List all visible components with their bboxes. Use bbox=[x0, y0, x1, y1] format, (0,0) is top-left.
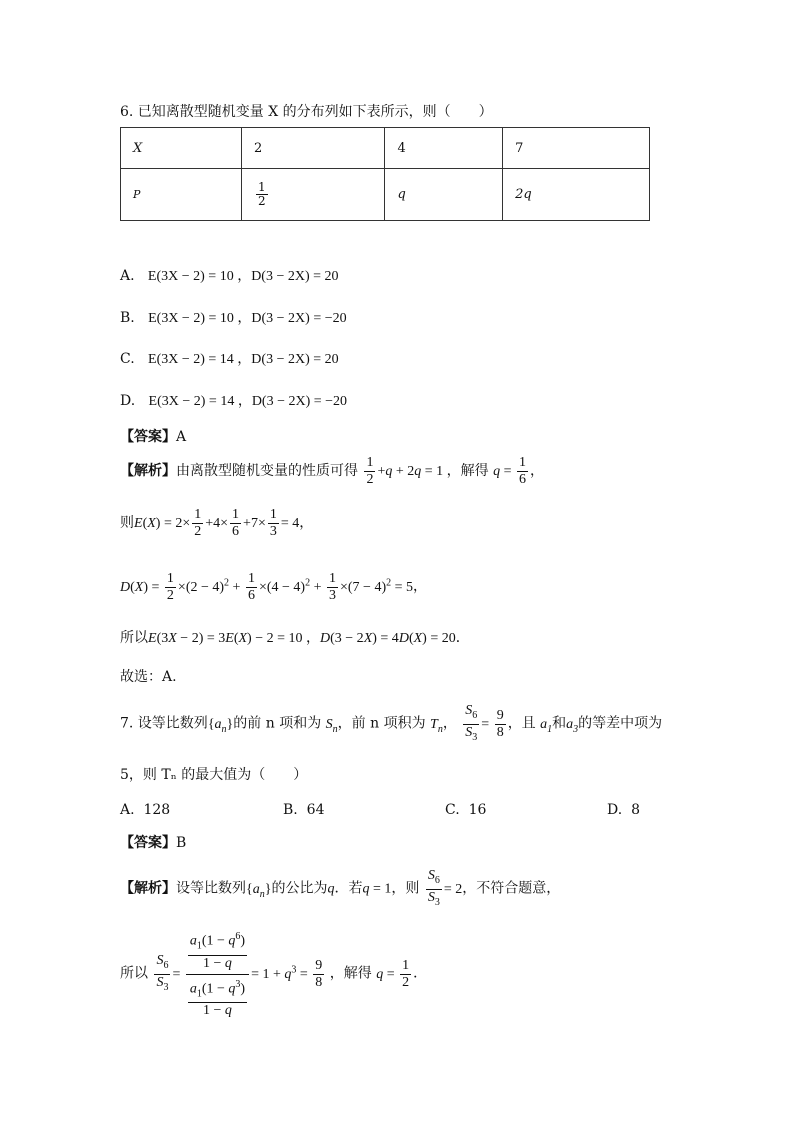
q6-option-a[interactable]: A. E(3X − 2) = 10 ，D(3 − 2X) = 20 bbox=[120, 268, 339, 284]
table-cell bbox=[241, 169, 384, 221]
q7-option-c[interactable]: C. 16 bbox=[445, 802, 487, 818]
fraction: $\frac{1}{2}$ bbox=[257, 180, 266, 208]
q6-conclusion: 故选：A. bbox=[120, 669, 177, 685]
q6-analysis-line3: D(X) = $\frac{1}{2}$ $\times(2 - 4)^2$ + $\frac{1}{6}$ $\times(4 - 4)^2$ + $\frac{1}{3}$ $\times(7 - 4)^2 = 5$， bbox=[120, 570, 428, 603]
q7-stem-line2: 5，则 Tₙ 的最大值为（ ） bbox=[120, 767, 308, 783]
q6-analysis-line1: 【解析】由离散型随机变量的性质可得 $\frac{1}{2}$ +q + 2q = 1 ，解得 q = $\frac{1}{6}$ ， bbox=[120, 455, 545, 488]
formula: q = $\frac{1}{6}$ bbox=[493, 455, 527, 488]
q6-option-b[interactable]: B. E(3X − 2) = 10 ，D(3 − 2X) = −20 bbox=[120, 310, 347, 326]
q7-analysis-line2: 所以 $\frac{S_6}{S_3}$ = $\frac{\frac{a_1(1 - q^6)}{1 - q}}{\frac{a_1(1 - q^3)}{1 - q}}$ = $1 + q^3$ = $\frac{9}{8}$ ，解得 q = $\frac{1}{2}$ ． bbox=[120, 931, 428, 1019]
q6-option-c[interactable]: C. E(3X − 2) = 14 ，D(3 − 2X) = 20 bbox=[120, 351, 339, 367]
q7-option-d[interactable]: D. 8 bbox=[607, 802, 641, 818]
distribution-table bbox=[120, 127, 650, 221]
q6-answer: 【答案】A bbox=[120, 429, 187, 445]
formula: E(3X − 2) = 3E(X) − 2 = 10 ，D(3 − 2X) = 4D(X) = 20 bbox=[148, 631, 456, 646]
table-cell: X bbox=[121, 128, 242, 169]
table-cell: 2q bbox=[503, 169, 650, 221]
formula: $\frac{S_6}{S_3}$ = 2 bbox=[427, 868, 463, 908]
q6-stem-text: 6. 已知离散型随机变量 X 的分布列如下表所示，则（ ） bbox=[120, 104, 493, 120]
q7-option-b[interactable]: B. 64 bbox=[283, 802, 325, 818]
q7-stem-line1: 7. 设等比数列$\{a_n\}$的前 n 项和为 $S_n$，前 n 项积为 $T_n$， $\frac{S_6}{S_3}$ = $\frac{9}{8}$ ，且 $a_1$和$a_3$的等差中项为 bbox=[120, 703, 663, 743]
table-cell: q bbox=[385, 169, 503, 221]
q7-option-a[interactable]: A. 128 bbox=[120, 802, 171, 818]
q6-stem bbox=[120, 102, 493, 122]
table-cell: P bbox=[121, 169, 242, 221]
q6-option-d[interactable]: D. E(3X − 2) = 14 ，D(3 − 2X) = −20 bbox=[120, 393, 348, 409]
table-row bbox=[121, 128, 650, 169]
formula: E(X) = 2× $\frac{1}{2}$ +4× $\frac{1}{6}$ +7× $\frac{1}{3}$ = 4 bbox=[134, 507, 300, 540]
formula: $\frac{S_6}{S_3}$ = $\frac{9}{8}$ bbox=[465, 703, 504, 743]
formula: $\frac{S_6}{S_3}$ = $\frac{\frac{a_1(1 - q^6)}{1 - q}}{\frac{a_1(1 - q^3)}{1 - q}}$ = $1 + q^3$ = $\frac{9}{8}$ bbox=[156, 931, 323, 1019]
q6-analysis-line2: 则E(X) = 2× $\frac{1}{2}$ +4× $\frac{1}{6}$ +7× $\frac{1}{3}$ = 4， bbox=[120, 507, 314, 540]
formula: D(X) = $\frac{1}{2}$ $\times(2 - 4)^2$ + $\frac{1}{6}$ $\times(4 - 4)^2$ + $\frac{1}{3}$ $\times(7 - 4)^2 = 5$ bbox=[120, 570, 414, 603]
formula: $\frac{1}{2}$ +q + 2q = 1 bbox=[366, 455, 447, 488]
q6-analysis-line4: 所以E(3X − 2) = 3E(X) − 2 = 10 ，D(3 − 2X) = 4D(X) = 20． bbox=[120, 630, 470, 646]
table-cell: 4 bbox=[385, 128, 503, 169]
formula: q = $\frac{1}{2}$ bbox=[376, 957, 410, 990]
q7-answer: 【答案】B bbox=[120, 835, 187, 851]
table-row bbox=[121, 169, 650, 221]
table-cell: 7 bbox=[503, 128, 650, 169]
table-cell: 2 bbox=[241, 128, 384, 169]
q7-analysis-line1: 【解析】设等比数列$\{a_n\}$的公比为q．若q = 1，则 $\frac{S_6}{S_3}$ = 2，不符合题意， bbox=[120, 868, 561, 908]
